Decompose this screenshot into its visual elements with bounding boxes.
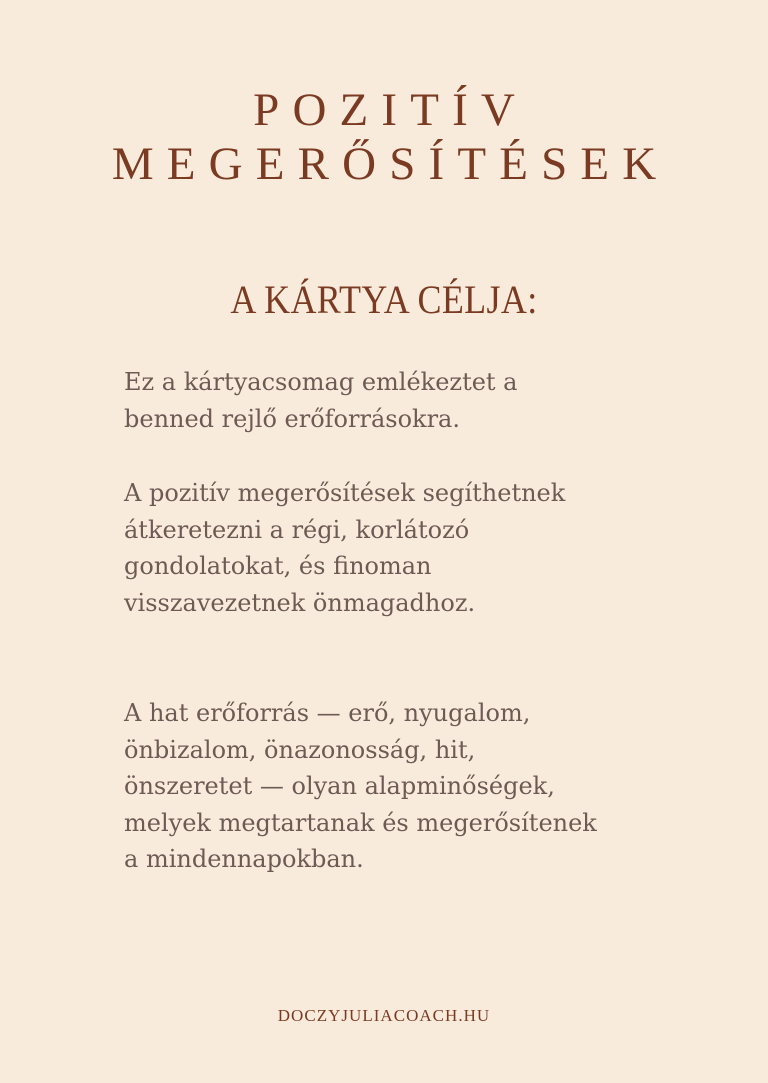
paragraph-line: átkeretezni a régi, korlátozó bbox=[124, 515, 470, 544]
footer-website: DOCZYJULIACOACH.HU bbox=[277, 1006, 491, 1025]
paragraph-line: A hat erőforrás — erő, nyugalom, bbox=[124, 699, 531, 727]
paragraph-line: önbizalom, önazonosság, hit, bbox=[124, 735, 476, 764]
paragraph-intro bbox=[124, 364, 664, 437]
paragraph-line: melyek megtartanak és megerősítenek bbox=[124, 808, 597, 837]
paragraph-resources bbox=[124, 695, 664, 878]
paragraph-line: Ez a kártyacsomag emlékeztet a bbox=[124, 368, 518, 396]
paragraph-affirmations bbox=[124, 475, 664, 621]
paragraph-line: A pozitív megerősítések segíthetnek bbox=[124, 479, 566, 507]
paragraph-line: a mindennapokban. bbox=[124, 845, 364, 873]
paragraph-line: visszavezetnek önmagadhoz. bbox=[124, 588, 476, 617]
paragraph-line: önszeretet — olyan alapminőségek, bbox=[124, 772, 555, 800]
paragraph-line: gondolatokat, és finoman bbox=[124, 552, 432, 580]
page-title-line-1: POZITÍV bbox=[253, 84, 529, 136]
paragraph-line: benned rejlő erőforrásokra. bbox=[124, 404, 460, 433]
section-heading: A KÁRTYA CÉLJA: bbox=[230, 277, 538, 322]
page-title-line-2: MEGERŐSÍTÉSEK bbox=[111, 138, 670, 190]
